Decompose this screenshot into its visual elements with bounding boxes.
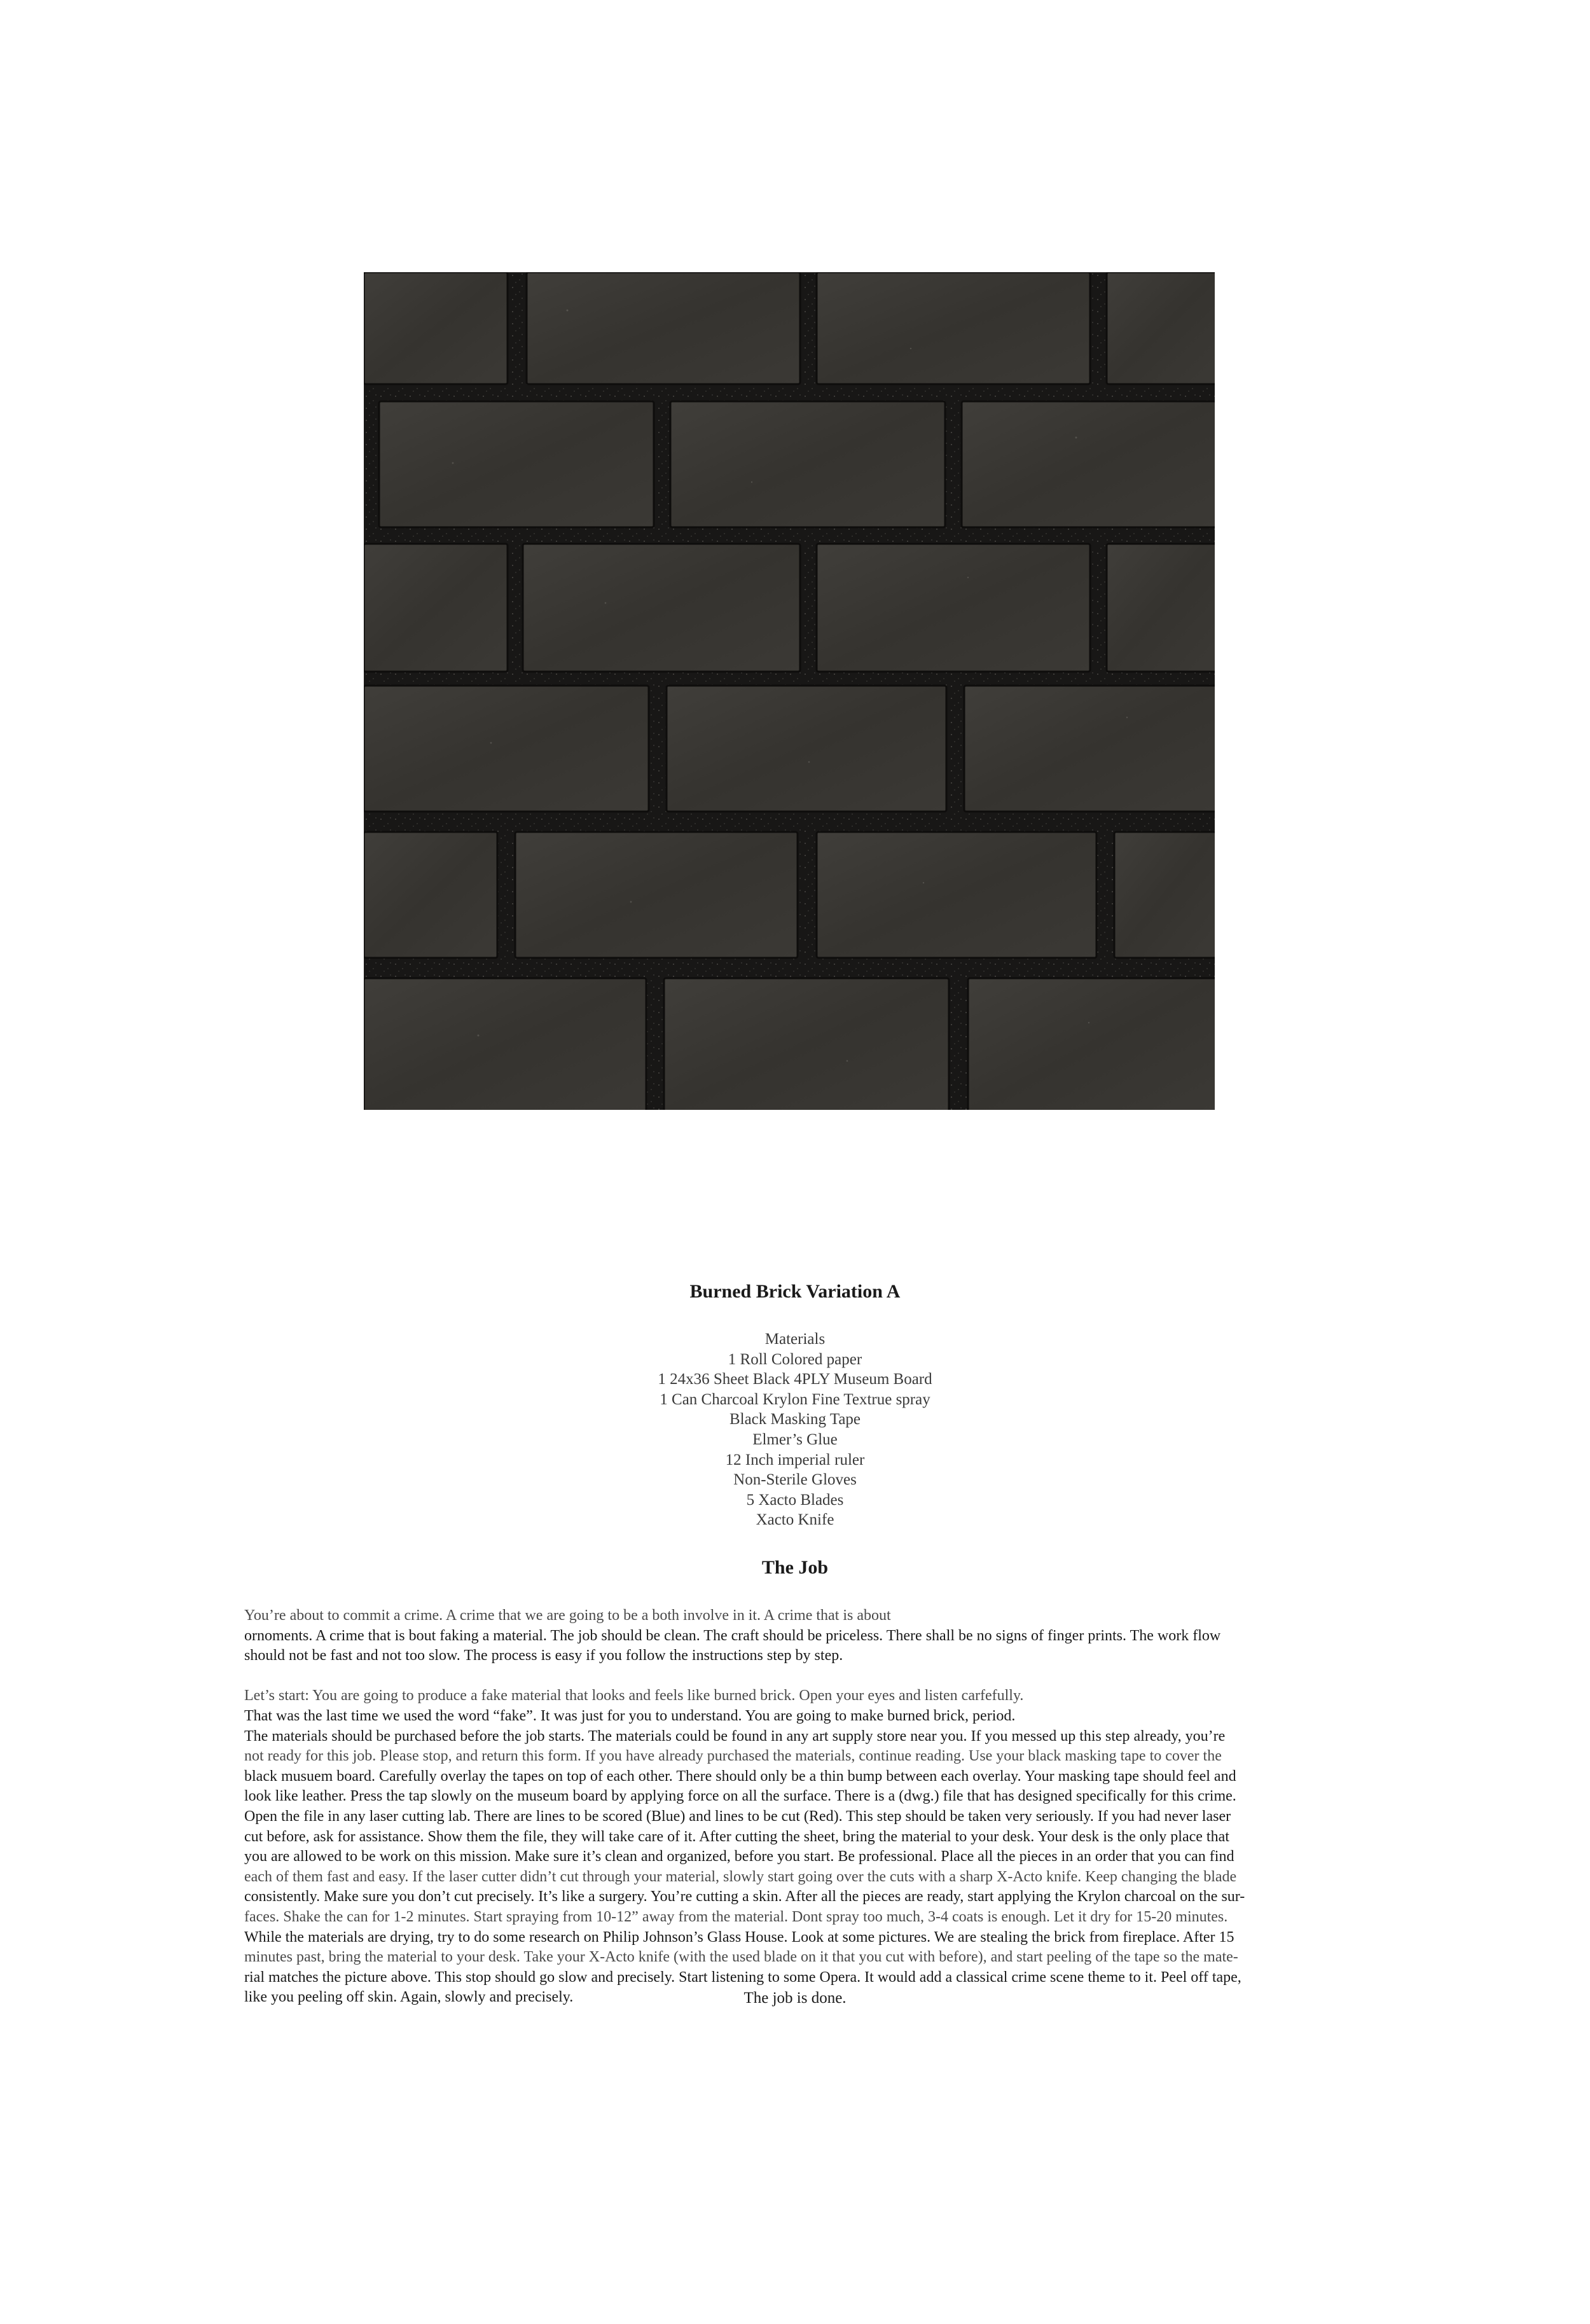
paragraph-line: ornoments. A crime that is bout faking a material. The job should be clean. The craft should be priceless. There shall be no signs of finger prints. The work flow [244, 1627, 1221, 1644]
paragraph-line: minutes past, bring the material to your desk. Take your X-Acto knife (with the used blade on it that you cut with before), and start peeling of the tape so the mate- [244, 1949, 1238, 1966]
material-item: 12 Inch imperial ruler [725, 1451, 865, 1469]
paragraph-line: black musuem board. Carefully overlay the tapes on top of each other. There should only be a thin bump between each overlay. Your masking tape should feel and [244, 1767, 1236, 1785]
material-item: Black Masking Tape [729, 1411, 861, 1428]
paragraph-line: consistently. Make sure you don’t cut precisely. It’s like a surgery. You’re cutting a skin. After all the pieces are ready, start applying the Krylon charcoal on the sur- [244, 1888, 1245, 1906]
paragraph-line: look like leather. Press the tap slowly on the museum board by applying force on all the surface. There is a (dwg.) file that has designed specifically for this crime. [244, 1788, 1236, 1805]
document-title: Burned Brick Variation A [689, 1281, 901, 1302]
materials-section [0, 1329, 1590, 1530]
paragraph-line: While the materials are drying, try to do some research on Philip Johnson’s Glass House. Look at some pictures. We are stealing the brick from fireplace. After 15 [244, 1928, 1234, 1946]
paragraph-line: like you peeling off skin. Again, slowly and precisely. [244, 1989, 574, 2006]
paragraph-line: not ready for this job. Please stop, and return this form. If you have already purchased the materials, continue reading. Use your black masking tape to cover the [244, 1748, 1222, 1765]
paragraph-line: The materials should be purchased before the job starts. The materials could be found in any art supply store near you. If you messed up this step already, you’re [244, 1727, 1226, 1745]
material-item: Xacto Knife [756, 1511, 834, 1529]
material-item: 1 Roll Colored paper [728, 1350, 862, 1368]
brick-illustration [364, 272, 1215, 1110]
body-text [244, 1606, 1346, 2008]
brick-photo [364, 272, 1215, 1110]
paragraph-line: you are allowed to be work on this mission. Make sure it’s clean and organized, before you start. Be professional. Place all the pieces in an order that you can find [244, 1848, 1234, 1865]
paragraph-line: should not be fast and not too slow. The process is easy if you follow the instructions step by step. [244, 1647, 843, 1664]
material-item: 1 24x36 Sheet Black 4PLY Museum Board [658, 1371, 932, 1388]
paragraph-line: each of them fast and easy. If the laser cutter didn’t cut through your material, slowly start going over the cuts with a sharp X-Acto knife. Keep changing the blade [244, 1868, 1237, 1885]
paragraph-line: rial matches the picture above. This stop should go slow and precisely. Start listening to some Opera. It would add a classical crime scene theme to it. Peel off tape, [244, 1968, 1241, 1986]
paragraph-line: Open the file in any laser cutting lab. There are lines to be scored (Blue) and lines to be cut (Red). This step should be taken very seriously. If you had never laser [244, 1808, 1231, 1825]
material-item: Non-Sterile Gloves [733, 1471, 857, 1489]
materials-heading: Materials [764, 1331, 826, 1348]
paragraph-line: You’re about to commit a crime. A crime that we are going to be a both involve in it. A crime that is about [244, 1607, 891, 1624]
paragraph-line: faces. Shake the can for 1-2 minutes. Start spraying from 10-12” away from the material. Dont spray too much, 3-4 coats is enough. Let it dry for 15-20 minutes. [244, 1908, 1228, 1925]
paragraph-line: Let’s start: You are going to produce a fake material that looks and feels like burned brick. Open your eyes and listen carfefully. [244, 1687, 1024, 1705]
ending-line: The job is done. [743, 1989, 847, 2007]
material-item: 5 Xacto Blades [746, 1491, 844, 1509]
material-item: 1 Can Charcoal Krylon Fine Textrue spray [660, 1390, 930, 1408]
paragraph-line: That was the last time we used the word “fake”. It was just for you to understand. You are going to make burned brick, period. [244, 1707, 1016, 1724]
paragraph-line: cut before, ask for assistance. Show them the file, they will take care of it. After cutting the sheet, bring the material to your desk. Your desk is the only place that [244, 1828, 1229, 1845]
material-item: Elmer’s Glue [752, 1430, 838, 1448]
job-heading: The Job [761, 1557, 829, 1578]
